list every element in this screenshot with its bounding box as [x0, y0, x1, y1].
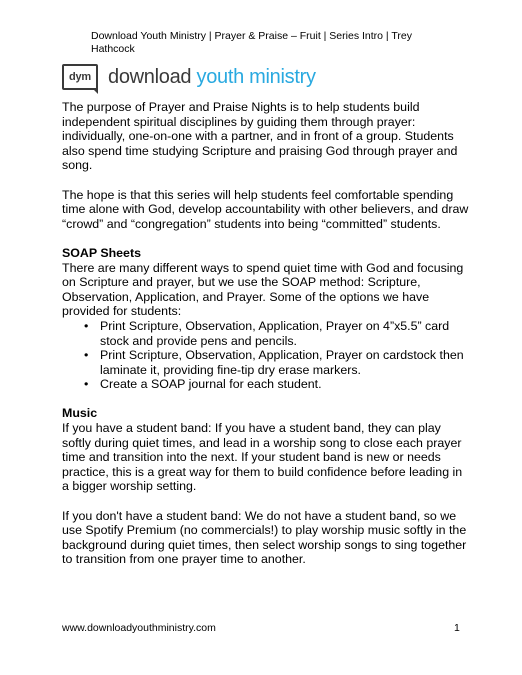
- list-item: • Print Scripture, Observation, Application, Prayer on cardstock then laminate it, providing fine-tip dry erase markers.: [100, 348, 470, 377]
- intro-paragraph-1: The purpose of Prayer and Praise Nights is to help students build independent spiritual disciplines by guiding them through prayer: individually, one-on-one with a partner, and in front of a group. Students also spend time studying Scripture and praising God through prayer and song.: [62, 100, 458, 173]
- list-item: • Print Scripture, Observation, Application, Prayer on 4”x5.5” card stock and provide pens and pencils.: [100, 319, 470, 348]
- dym-logo-wordmark: [108, 64, 316, 90]
- footer-url: www.downloadyouthministry.com: [62, 622, 216, 634]
- dym-logo: [62, 62, 316, 92]
- soap-heading: SOAP Sheets: [62, 245, 141, 260]
- music-paragraph-1: If you have a student band: If you have a student band, they can play softly during quiet times, and lead in a worship song to close each prayer time and transition into the next. If your student band is new or needs practice, this is a great way for them to build confidence before leading in a bigger worship setting.: [62, 421, 463, 494]
- document-body: [62, 100, 470, 567]
- soap-options-list: [62, 319, 470, 392]
- list-item: • Create a SOAP journal for each student.: [100, 377, 470, 392]
- running-header: Download Youth Ministry | Prayer & Praise – Fruit | Series Intro | Trey Hathcock: [91, 30, 412, 55]
- music-paragraph-2: If you don't have a student band: We do not have a student band, so we use Spotify Premium (no commercials!) to play worship music softly in the background during quiet times, then select worship songs to sing together to transition from one prayer time to another.: [62, 508, 467, 567]
- intro-paragraph-2: The hope is that this series will help students feel comfortable spending time alone with God, develop accountability with other believers, and draw “crowd” and “congregation” students into being “committed” students.: [62, 187, 469, 231]
- music-heading: Music: [62, 406, 98, 421]
- logo-word-download: download: [108, 66, 192, 88]
- dym-logo-mark: dym: [62, 64, 98, 90]
- page-number: 1: [454, 622, 460, 634]
- soap-paragraph: There are many different ways to spend quiet time with God and focusing on Scripture and prayer, but we use the SOAP method: Scripture, Observation, Application, and Prayer. Some of the options we have provided for students:: [62, 260, 464, 319]
- logo-word-youth-ministry: youth ministry: [191, 66, 316, 88]
